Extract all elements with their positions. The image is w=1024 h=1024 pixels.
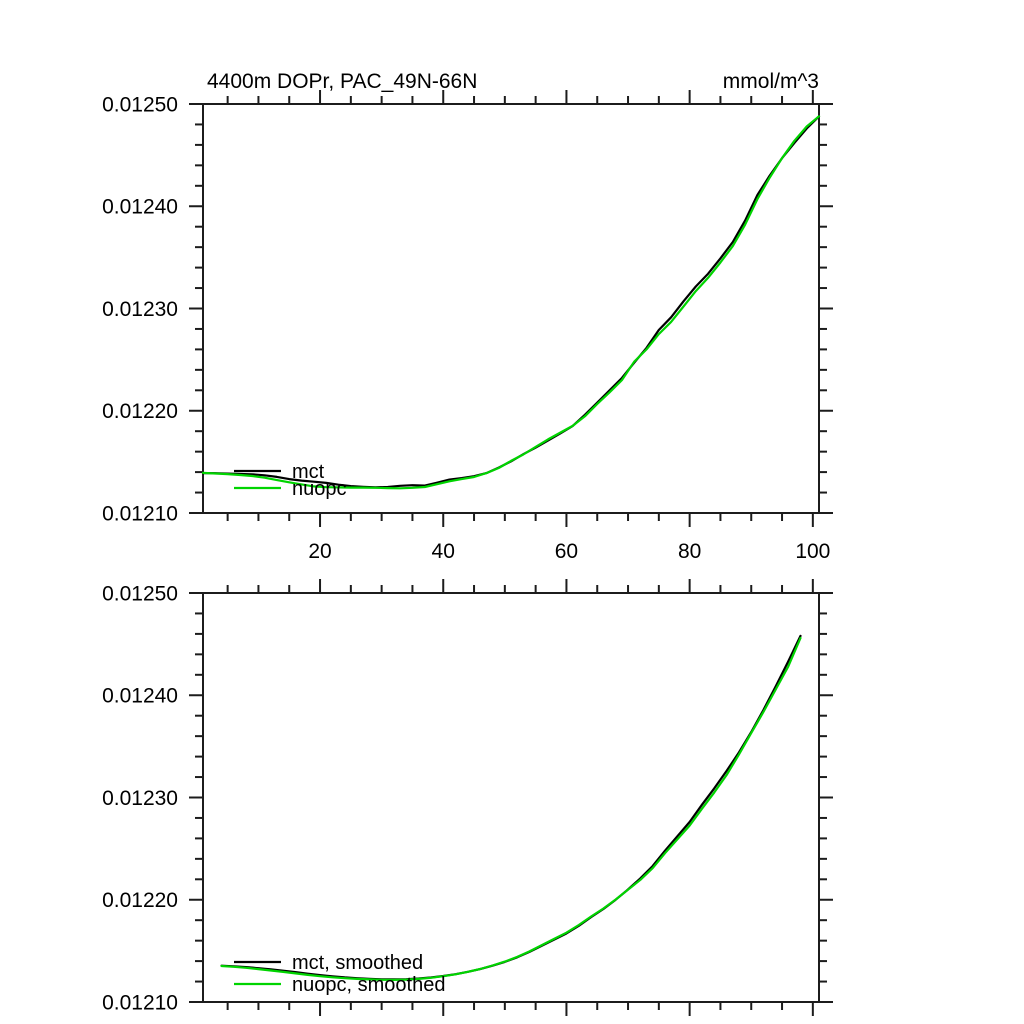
- y-tick-label: 0.01240: [102, 684, 178, 708]
- plot-frame-panel-1: [203, 593, 819, 1002]
- x-tick-label: 20: [308, 540, 332, 563]
- y-tick-label: 0.01220: [102, 889, 178, 913]
- series-line-mct: [203, 116, 819, 487]
- x-tick-label: 80: [677, 540, 702, 563]
- x-tick-label: 60: [554, 540, 579, 563]
- y-tick-label: 0.01240: [102, 195, 178, 219]
- plot-frame-panel-0: [203, 104, 819, 513]
- y-tick-label: 0.01250: [102, 582, 178, 606]
- x-tick-label: 100: [795, 540, 831, 563]
- legend-label-1: nuopc, smoothed: [292, 974, 446, 996]
- y-tick-label: 0.01230: [102, 297, 178, 321]
- series-line-mct-smoothed: [222, 636, 801, 980]
- legend-label-0: mct: [292, 461, 325, 483]
- x-tick-label: 40: [431, 540, 455, 563]
- y-tick-label: 0.01230: [102, 786, 178, 810]
- chart-title: 4400m DOPr, PAC_49N-66N: [207, 70, 478, 93]
- y-tick-label: 0.01250: [102, 93, 178, 117]
- series-line-nuopc: [203, 116, 819, 488]
- y-tick-label: 0.01220: [102, 400, 178, 424]
- y-tick-label: 0.01210: [102, 991, 178, 1015]
- legend-label-0: mct, smoothed: [292, 952, 424, 974]
- series-line-nuopc-smoothed: [222, 638, 801, 980]
- legend-label-1: nuopc: [292, 478, 347, 500]
- y-tick-label: 0.01210: [102, 502, 178, 526]
- units-label: mmol/m^3: [722, 70, 819, 93]
